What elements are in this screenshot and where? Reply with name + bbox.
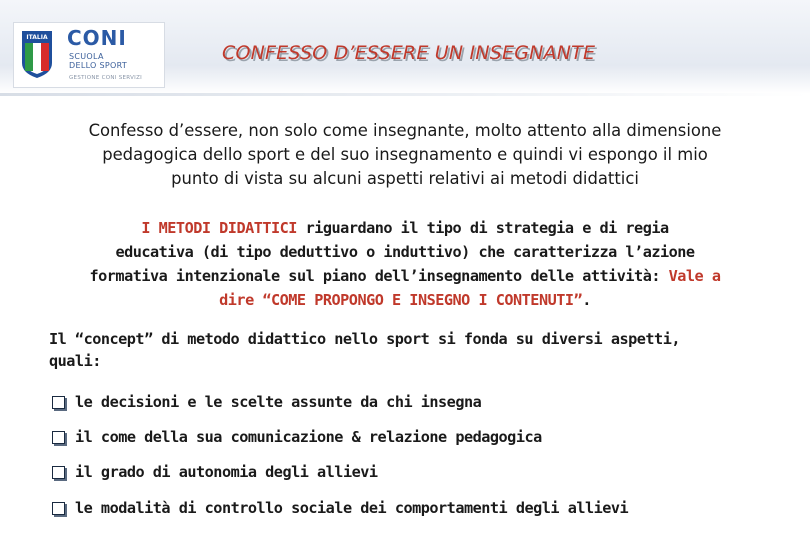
page-title: CONFESSO D’ESSERE UN INSEGNANTE (222, 42, 596, 64)
methods-text: formativa intenzionale sul piano dell’insegnamento delle attività: (89, 267, 669, 285)
concept-line: Il “concept” di metodo didattico nello sport si fonda su diversi aspetti, (49, 330, 680, 348)
concept-paragraph (49, 328, 769, 372)
concept-line: quali: (49, 352, 101, 370)
list-item (52, 391, 481, 413)
intro-line: punto di vista su alcuni aspetti relativi ai metodi didattici (171, 169, 639, 188)
methods-highlight: Vale a (668, 267, 721, 285)
list-item (52, 426, 542, 448)
methods-line (48, 264, 762, 288)
list-item (52, 497, 628, 519)
logo-subtitle-2: DELLO SPORT (69, 61, 128, 70)
logo-subtitle-1: SCUOLA (69, 52, 104, 61)
header-divider (0, 93, 810, 96)
checkbox-square-icon (52, 396, 65, 409)
logo-coni-text: CONI (67, 26, 127, 50)
intro-line: Confesso d’essere, non solo come insegnante, molto attento alla dimensione (88, 121, 722, 140)
methods-text: . (582, 291, 591, 309)
coni-logo (13, 22, 165, 88)
methods-line (48, 216, 762, 240)
list-item (52, 461, 378, 483)
checkbox-square-icon (52, 466, 65, 479)
methods-text: riguardano il tipo di strategia e di regia (296, 219, 669, 237)
list-item-text: le decisioni e le scelte assunte da chi insegna (75, 393, 482, 411)
list-item-text: il come della sua comunicazione & relazione pedagogica (75, 428, 542, 446)
checkbox-square-icon (52, 502, 65, 515)
methods-line (48, 288, 762, 312)
checkbox-square-icon (52, 431, 65, 444)
intro-line: pedagogica dello sport e del suo insegnamento e quindi vi espongo il mio (102, 145, 708, 164)
list-item-text: le modalità di controllo sociale dei comportamenti degli allievi (75, 499, 629, 517)
methods-highlight: dire “COME PROPONGO E INSEGNO I CONTENUTI” (219, 291, 583, 309)
list-item-text: il grado di autonomia degli allievi (75, 463, 378, 481)
intro-paragraph (40, 119, 770, 191)
logo-italia-text: ITALIA (26, 34, 48, 41)
methods-lead: I METODI DIDATTICI (141, 219, 297, 237)
methods-line: educativa (di tipo deduttivo o induttivo) che caratterizza l’azione (115, 243, 695, 261)
logo-subtitle-3: GESTIONE CONI SERVIZI (69, 75, 143, 81)
italia-shield-icon (20, 29, 54, 79)
methods-paragraph (48, 216, 762, 312)
